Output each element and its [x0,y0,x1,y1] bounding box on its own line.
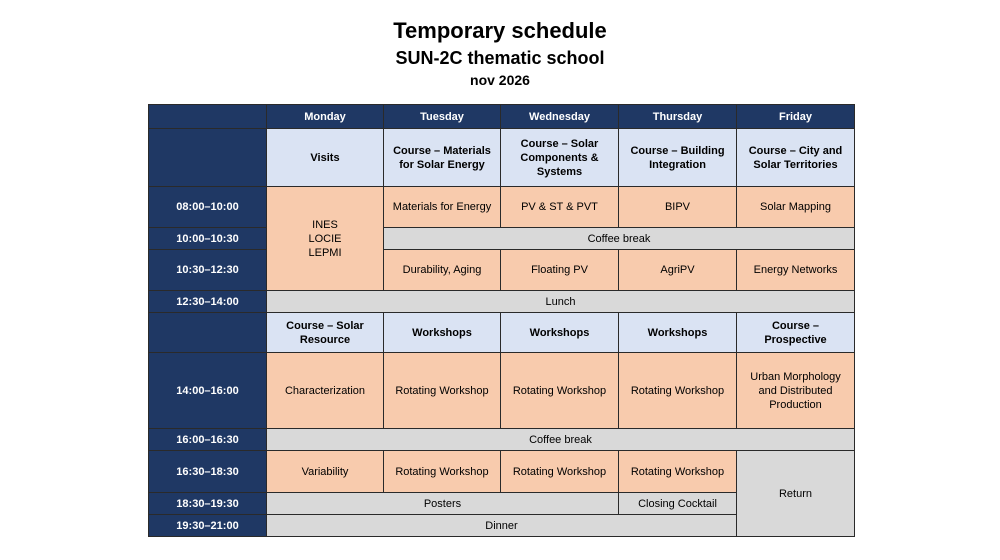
time-cell-blank-pm [149,313,267,353]
session-friday-2: Energy Networks [737,250,855,291]
time-1930: 19:30–21:00 [149,515,267,537]
session-wednesday-4: Rotating Workshop [501,451,619,493]
day-thursday: Thursday [619,105,737,129]
row-1030 [149,250,855,291]
posters-cell: Posters [267,493,619,515]
dinner-cell: Dinner [267,515,737,537]
day-friday: Friday [737,105,855,129]
page-title: Temporary schedule [393,18,607,43]
time-1230: 12:30–14:00 [149,291,267,313]
session-thursday-4: Rotating Workshop [619,451,737,493]
session-tuesday-3: Rotating Workshop [384,353,501,429]
row-1600 [149,429,855,451]
course-wednesday-am: Course – Solar Components & Systems [501,129,619,187]
course-monday-am: Visits [267,129,384,187]
session-wednesday-3: Rotating Workshop [501,353,619,429]
day-wednesday: Wednesday [501,105,619,129]
session-friday-3: Urban Morphology and Distributed Production [737,353,855,429]
row-1000 [149,228,855,250]
time-1400: 14:00–16:00 [149,353,267,429]
session-thursday-1: BIPV [619,187,737,228]
visits-cell [267,187,384,291]
course-tuesday-am: Course – Materials for Solar Energy [384,129,501,187]
afternoon-course-row [149,313,855,353]
day-monday: Monday [267,105,384,129]
session-friday-1: Solar Mapping [737,187,855,228]
day-header-row [149,105,855,129]
course-wednesday-pm: Workshops [501,313,619,353]
session-thursday-2: AgriPV [619,250,737,291]
time-1600: 16:00–16:30 [149,429,267,451]
page-date: nov 2026 [470,72,530,88]
time-cell-blank [149,129,267,187]
closing-cocktail-cell: Closing Cocktail [619,493,737,515]
course-thursday-pm: Workshops [619,313,737,353]
time-0800: 08:00–10:00 [149,187,267,228]
session-thursday-3: Rotating Workshop [619,353,737,429]
visit-ines: INES [312,218,338,231]
coffee-break-morning: Coffee break [384,228,855,250]
coffee-break-afternoon: Coffee break [267,429,855,451]
schedule-table [148,104,855,537]
return-cell: Return [737,451,855,537]
session-wednesday-2: Floating PV [501,250,619,291]
row-1400 [149,353,855,429]
session-tuesday-4: Rotating Workshop [384,451,501,493]
morning-course-row [149,129,855,187]
course-thursday-am: Course – Building Integration [619,129,737,187]
time-1830: 18:30–19:30 [149,493,267,515]
session-monday-3: Characterization [267,353,384,429]
visit-locie: LOCIE [308,232,342,245]
day-tuesday: Tuesday [384,105,501,129]
session-tuesday-2: Durability, Aging [384,250,501,291]
corner-cell [149,105,267,129]
row-1230 [149,291,855,313]
course-tuesday-pm: Workshops [384,313,501,353]
session-monday-4: Variability [267,451,384,493]
lunch-cell: Lunch [267,291,855,313]
course-friday-am: Course – City and Solar Territories [737,129,855,187]
session-tuesday-1: Materials for Energy [384,187,501,228]
course-monday-pm: Course – Solar Resource [267,313,384,353]
page-subtitle: SUN-2C thematic school [395,48,605,68]
row-0800 [149,187,855,228]
time-1000: 10:00–10:30 [149,228,267,250]
time-1030: 10:30–12:30 [149,250,267,291]
session-wednesday-1: PV & ST & PVT [501,187,619,228]
row-1630 [149,451,855,493]
time-1630: 16:30–18:30 [149,451,267,493]
course-friday-pm: Course – Prospective [737,313,855,353]
visit-lepmi: LEPMI [308,246,342,259]
